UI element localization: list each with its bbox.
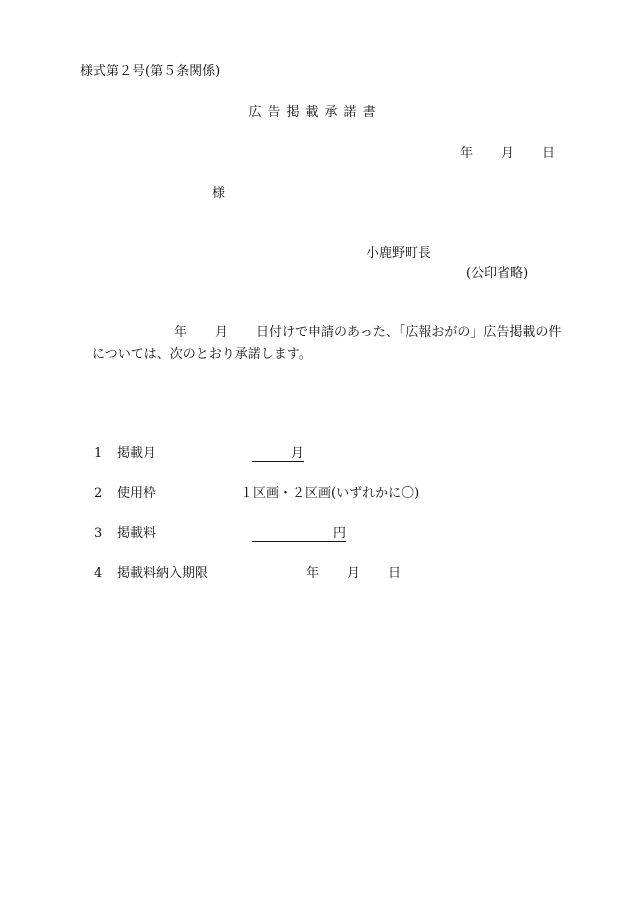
item-value-frame: １区画・２区画(いずれかに〇) <box>240 486 420 501</box>
issue-date-day: 日 <box>542 146 556 161</box>
issue-date-year: 年 <box>460 146 474 161</box>
item-value-month <box>252 446 304 462</box>
body-month: 月 <box>215 325 229 340</box>
deadline-day: 日 <box>388 566 402 581</box>
deadline-month: 月 <box>347 566 361 581</box>
item-label-frame: 使用枠 <box>117 486 157 501</box>
deadline-year: 年 <box>306 566 320 581</box>
item-number: 1 <box>94 446 103 461</box>
body-line-1 <box>174 325 561 341</box>
item-number: 2 <box>94 486 103 501</box>
item-number: 4 <box>94 566 103 581</box>
form-number: 様式第２号(第５条関係) <box>80 64 221 79</box>
body-year: 年 <box>174 325 188 340</box>
item-label-month: 掲載月 <box>117 446 157 461</box>
body-line-2: については、次のとおり承諾します。 <box>92 347 312 362</box>
body-line-1-text: 日付けで申請のあった、「広報おがの」広告掲載の件 <box>256 325 562 340</box>
addressee-honorific: 様 <box>212 186 226 201</box>
issue-date-month: 月 <box>501 146 515 161</box>
item-value-deadline <box>306 566 401 582</box>
seal-omitted-note: (公印省略) <box>466 266 529 281</box>
issuer-name: 小鹿野町長 <box>366 246 432 261</box>
month-blank: 月 <box>252 446 304 462</box>
item-label-fee: 掲載料 <box>117 526 157 541</box>
item-label-deadline: 掲載料納入期限 <box>117 566 209 581</box>
item-value-fee <box>252 526 346 542</box>
issue-date <box>460 146 555 162</box>
item-number: 3 <box>94 526 103 541</box>
fee-blank: 円 <box>252 526 346 542</box>
document-title: 広告掲載承諾書 <box>248 105 382 120</box>
